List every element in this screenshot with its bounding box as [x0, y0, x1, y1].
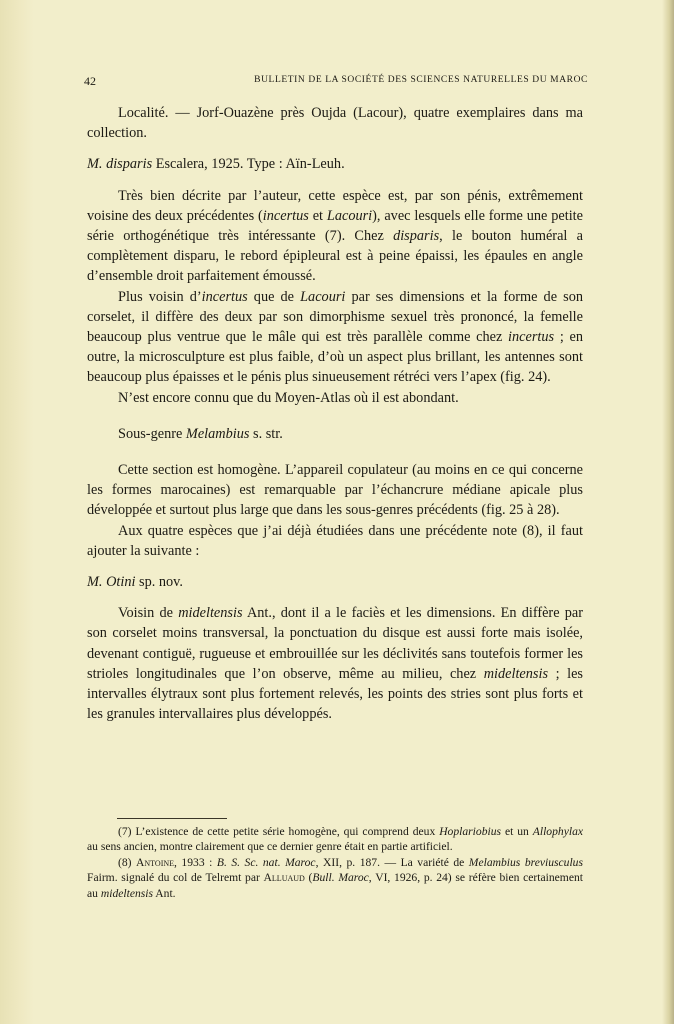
paragraph-disparis-description: Très bien décrite par l’auteur, cette espèce est, par son pénis, extrêmement voisine des deux précédentes (incertus et Lacouri), avec lesquels elle forme une petite série orthogénétique très intéressante (7). Chez disparis, le bouton huméral a complètement disparu, le rebord épipleural est à peine épaissi, les épaules en angle d’ensemble droit parfaitement émoussé.: [87, 187, 584, 285]
paragraph-comparison: Plus voisin d’incertus que de Lacouri par ses dimensions et la forme de son corselet, il diffère des deux par son dimorphisme sexuel très prononcé, la femelle beaucoup plus ventrue que le mâle qui est très parallèle comme chez incertus ; en outre, la microsculpture est plus faible, d’où un aspect plus brillant, les antennes sont beaucoup plus épaisses et le pénis plus sinueusement rétréci vers l’apex (fig. 24).: [87, 288, 583, 386]
page-number: 42: [84, 74, 96, 88]
genus-abbrev: M.: [87, 574, 103, 591]
footnote-7: (7) L’existence de cette petite série homogène, qui comprend deux Hoplariobius et un Allophylax au sens ancien, montre clairement que ce dernier genre était en partie artificiel.: [87, 825, 584, 854]
paragraph-distribution: N’est encore connu que du Moyen-Atlas où il est abondant.: [118, 389, 459, 406]
author-name: Alluaud: [263, 871, 305, 885]
page-left-edge: [0, 0, 34, 1024]
paragraph-otini-description: Voisin de mideltensis Ant., dont il a le faciès et les dimensions. En diffère par son corselet moins transversal, la ponctuation du disque est aussi forte mais isolée, devenant contiguë, rugueuse et embrouillée sur les déclivités sans toutefois former les strioles longitudinales que l’on observe, même au milieu, chez mideltensis ; les intervalles élytraux sont plus fortement relevés, les points des stries sont plus forts et les granules intervallaires plus développés.: [87, 605, 583, 723]
footnotes: [87, 818, 583, 901]
running-title: BULLETIN DE LA SOCIÉTÉ DES SCIENCES NATURELLES DU MAROC: [254, 75, 588, 85]
footnote-8: (8) Antoine, 1933 : B. S. Sc. nat. Maroc, XII, p. 187. — La variété de Melambius breviusculus Fairm. signalé du col de Telremt par Alluaud (Bull. Maroc, VI, 1926, p. 24) se réfère bien certainement au mideltensis Ant.: [87, 855, 583, 900]
footnote-divider: [117, 818, 227, 819]
paragraph-section-homogene: Cette section est homogène. L’appareil copulateur (au moins en ce qui concerne les formes marocaines) est remarquable par l’échancrure médiane apicale plus développée et surtout plus large que dans les sous-genres précédents (fig. 25 à 28).: [87, 462, 583, 519]
paragraph-localite: Localité. — Jorf-Ouazène près Oujda (Lacour), quatre exemplaires dans ma collection.: [87, 105, 583, 142]
genus-abbrev: M.: [87, 156, 103, 173]
species-heading-disparis: [87, 154, 583, 174]
paragraph-additional-species: Aux quatre espèces que j’ai déjà étudiées dans une précédente note (8), il faut ajouter la suivante :: [87, 522, 583, 559]
species-authority: Escalera, 1925. Type : Aïn-Leuh.: [152, 156, 345, 173]
species-heading-otini: [87, 572, 583, 592]
main-text: [87, 103, 583, 724]
subgenus-heading: Sous-genre Melambius s. str.: [118, 425, 283, 442]
species-name: Otini: [106, 574, 136, 591]
author-name: Antoine: [136, 855, 175, 869]
species-name: disparis: [106, 156, 153, 173]
page-right-edge: [662, 0, 674, 1024]
species-status: sp. nov.: [135, 574, 183, 591]
